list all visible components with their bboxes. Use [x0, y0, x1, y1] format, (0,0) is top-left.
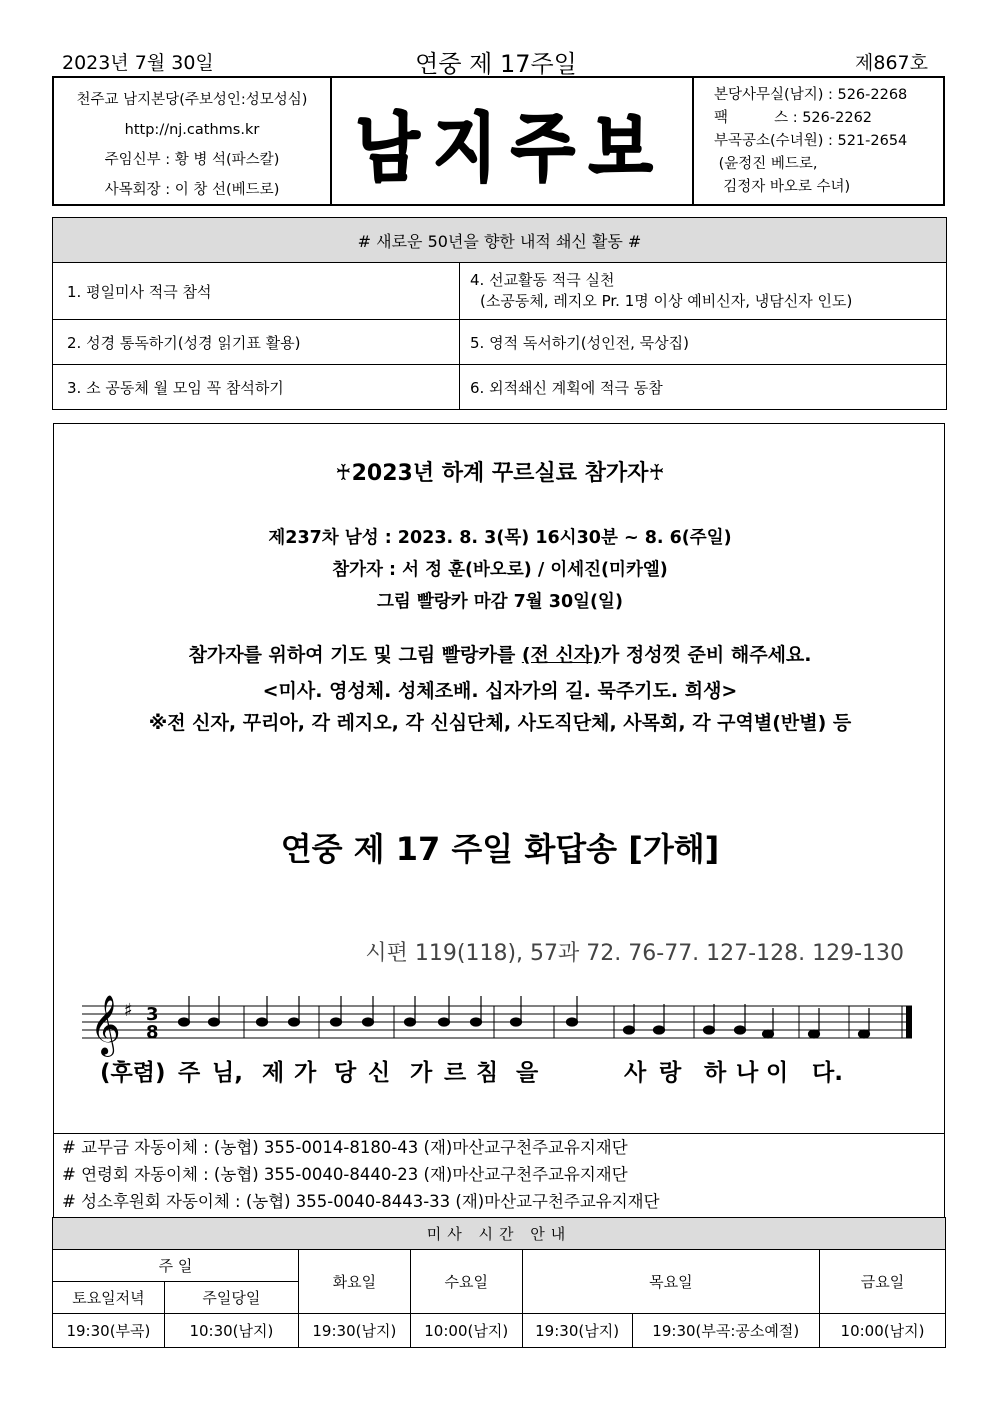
pastor-name: 주임신부 : 황 병 석(파스칼)	[104, 152, 280, 168]
mass-schedule-title: 미사 시간 안내	[53, 1218, 946, 1250]
lyric-syllable: 가	[294, 1060, 317, 1086]
note-head	[363, 1018, 374, 1026]
contact-info	[694, 78, 943, 204]
mass-schedule-table	[52, 1217, 946, 1348]
mass-time: 19:30(남지)	[298, 1314, 410, 1348]
prayer-request	[54, 640, 946, 667]
lyrics-line	[54, 1054, 946, 1088]
note-head	[809, 1030, 820, 1038]
time-signature-top: 3	[146, 1004, 159, 1025]
note-head	[859, 1030, 870, 1038]
fax-number: 팩 스 : 526-2262	[714, 110, 873, 126]
masthead-title: 남지주보	[355, 104, 667, 191]
cursillo-schedule: 제237차 남성 : 2023. 8. 3(목) 16시30분 ~ 8. 6(주일)	[268, 528, 732, 548]
lyric-syllable: 이	[766, 1060, 789, 1086]
sister-name-1: (윤정진 베드로,	[714, 156, 818, 172]
issue-number: 제867호	[855, 52, 928, 74]
note-head	[704, 1026, 715, 1034]
note-head	[567, 1018, 578, 1026]
note-head	[257, 1018, 268, 1026]
renewal-item-detail: (소공동체, 레지오 Pr. 1명 이상 예비신자, 냉담신자 인도)	[480, 292, 853, 310]
palanca-deadline: 그림 빨랑카 마감 7월 30일(일)	[377, 592, 623, 612]
tithe-account: # 교무금 자동이체 : (농협) 355-0014-8180-43 (재)마산교구천주교유지재단	[62, 1138, 628, 1157]
sunday-header: 주 일	[53, 1250, 299, 1282]
bank-transfer-info	[53, 1134, 945, 1217]
renewal-item: 5. 영적 독서하기(성인전, 묵상집)	[460, 320, 947, 365]
lyric-syllable: 랑	[659, 1060, 682, 1086]
mission-phone: 부곡공소(수녀원) : 521-2654	[714, 133, 908, 149]
treble-clef-icon: 𝄞	[90, 995, 121, 1055]
parish-info	[54, 78, 332, 204]
renewal-item-text: 4. 선교활동 적극 실천	[470, 271, 615, 289]
lyric-syllable: 주	[178, 1060, 201, 1086]
lyric-syllable: 침	[476, 1060, 499, 1086]
masthead-title-cell	[330, 78, 694, 204]
cursillo-title: ♰2023년 하계 꾸르실료 참가자♰	[335, 461, 665, 486]
prayer-request-who: (전 신자)	[521, 644, 601, 666]
lyric-syllable: 제	[262, 1060, 285, 1086]
lyric-syllable: 을	[516, 1060, 539, 1086]
sister-name-2: 김정자 바오로 수녀)	[714, 179, 851, 195]
psalm-reference: 시편 119(118), 57과 72. 76-77. 127-128. 129-130	[365, 941, 904, 966]
mass-time: 19:30(남지)	[522, 1314, 632, 1348]
mass-time: 10:00(남지)	[410, 1314, 522, 1348]
renewal-table	[52, 217, 947, 410]
mass-time: 19:30(부곡:공소예절)	[632, 1314, 819, 1348]
office-phone: 본당사무실(남지) : 526-2268	[714, 87, 908, 103]
renewal-item: 6. 외적쇄신 계획에 적극 동참	[460, 365, 947, 410]
renewal-item: 3. 소 공동체 월 모임 꼭 참석하기	[53, 365, 460, 410]
renewal-item: 2. 성경 통독하기(성경 읽기표 활용)	[53, 320, 460, 365]
bulletin-date: 2023년 7월 30일	[62, 52, 214, 74]
liturgical-day-title: 연중 제 17주일	[415, 50, 577, 78]
renewal-item: 1. 평일미사 적극 참석	[53, 263, 460, 320]
note-head	[763, 1030, 774, 1038]
note-head	[179, 1018, 190, 1026]
parish-url: http://nj.cathms.kr	[124, 122, 260, 138]
thursday-header: 목요일	[522, 1250, 819, 1314]
tuesday-header: 화요일	[298, 1250, 410, 1314]
note-head	[289, 1018, 300, 1026]
note-head	[471, 1018, 482, 1026]
note-head	[511, 1018, 522, 1026]
prayer-request-end: 가 정성껏 준비 해주세요.	[600, 644, 812, 666]
note-head	[624, 1026, 635, 1034]
friday-header: 금요일	[820, 1250, 946, 1314]
lyric-syllable: (후렴)	[100, 1060, 166, 1086]
lyric-syllable: 다.	[812, 1060, 843, 1086]
renewal-title: # 새로운 50년을 향한 내적 쇄신 활동 #	[53, 218, 947, 263]
note-head	[439, 1018, 450, 1026]
masthead-box	[52, 76, 945, 206]
lyric-syllable: 하	[704, 1060, 727, 1086]
wednesday-header: 수요일	[410, 1250, 522, 1314]
note-head	[654, 1026, 665, 1034]
lyric-syllable: 가	[410, 1060, 433, 1086]
time-signature-bottom: 8	[146, 1022, 159, 1043]
vocation-support-account: # 성소후원회 자동이체 : (농협) 355-0040-8443-33 (재)마산교구천주교유지재단	[62, 1192, 660, 1211]
lyric-syllable: 님,	[212, 1060, 243, 1086]
lyric-syllable: 나	[736, 1060, 759, 1086]
mass-time: 19:30(부곡)	[53, 1314, 165, 1348]
prayer-request-text: 참가자를 위하여 기도 및 그림 빨랑카를	[188, 644, 522, 666]
lyric-syllable: 신	[368, 1060, 391, 1086]
mass-time: 10:30(남지)	[164, 1314, 298, 1348]
mass-time: 10:00(남지)	[820, 1314, 946, 1348]
cursillo-participants: 참가자 : 서 정 훈(바오로) / 이세진(미카엘)	[332, 560, 668, 580]
psalm-title: 연중 제 17 주일 화답송 [가해]	[280, 830, 720, 868]
prayer-types: <미사. 영성체. 성체조배. 십자가의 길. 묵주기도. 희생>	[262, 680, 738, 702]
funeral-society-account: # 연령회 자동이체 : (농협) 355-0040-8440-23 (재)마산교구천주교유지재단	[62, 1165, 628, 1184]
lyric-syllable: 당	[334, 1060, 357, 1086]
sharp-icon: ♯	[124, 1000, 133, 1021]
lyric-syllable: 사	[624, 1060, 647, 1086]
saturday-evening-header: 토요일저녁	[53, 1282, 165, 1314]
note-head	[331, 1018, 342, 1026]
prayer-groups: ※전 신자, 꾸리아, 각 레지오, 각 신심단체, 사도직단체, 사목회, 각 구역별(반별) 등	[148, 712, 852, 734]
main-content-box	[53, 423, 945, 1134]
council-president: 사목회장 : 이 창 선(베드로)	[104, 182, 280, 198]
parish-name: 천주교 남지본당(주보성인:성모성심)	[76, 92, 308, 108]
note-head	[735, 1026, 746, 1034]
sunday-day-header: 주일당일	[164, 1282, 298, 1314]
renewal-item	[460, 263, 947, 320]
note-head	[209, 1018, 220, 1026]
lyric-syllable: 르	[444, 1060, 467, 1086]
note-head	[405, 1018, 416, 1026]
